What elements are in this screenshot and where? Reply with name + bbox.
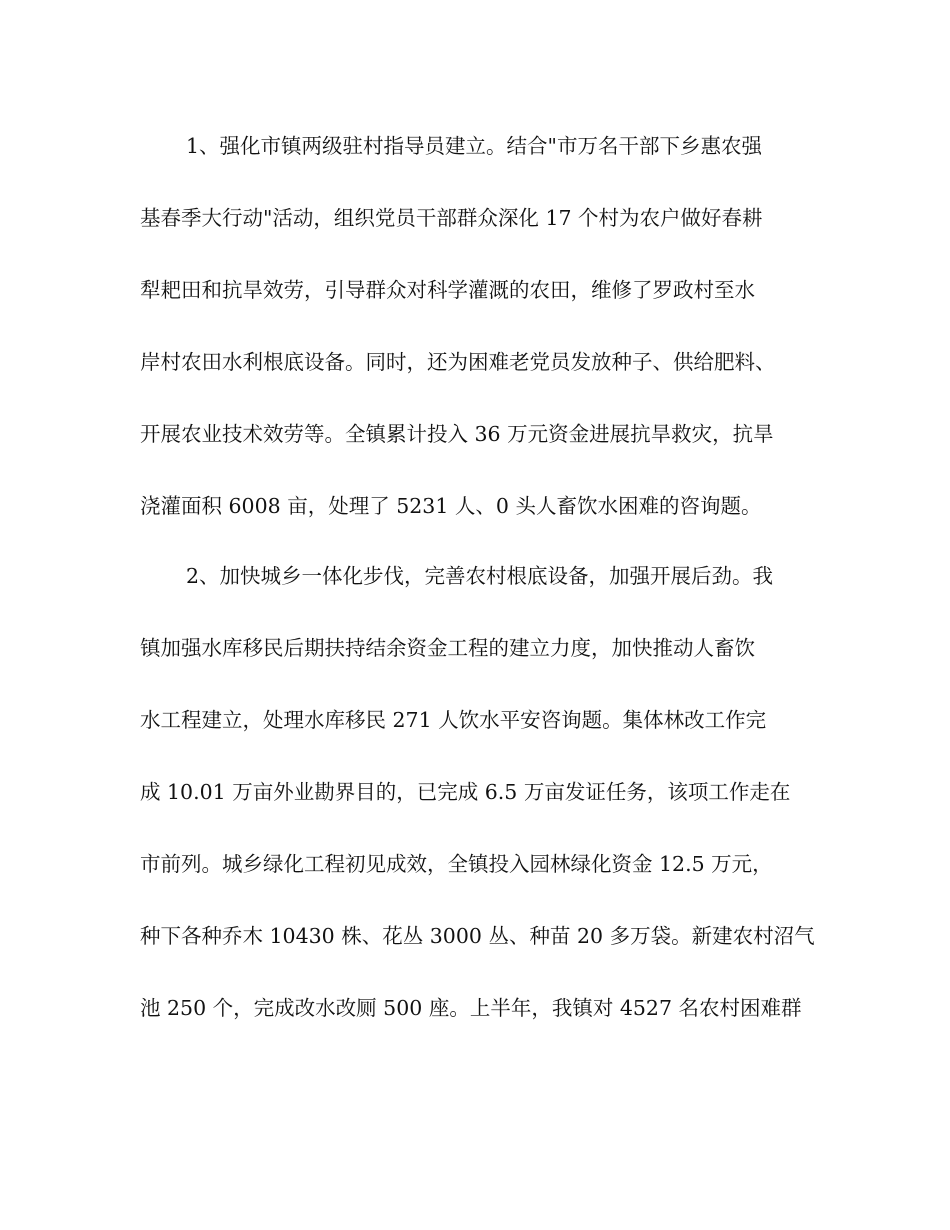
paragraph-2-line-7: 池 250 个，完成改水改厕 500 座。上半年，我镇对 4527 名农村困难群 bbox=[140, 996, 802, 1020]
paragraph-2-line-1: 2、加快城乡一体化步伐，完善农村根底设备，加强开展后劲。我 bbox=[186, 564, 774, 588]
paragraph-1-line-1: 1、强化市镇两级驻村指导员建立。结合"市万名干部下乡惠农强 bbox=[186, 134, 762, 158]
paragraph-2-line-3: 水工程建立，处理水库移民 271 人饮水平安咨询题。集体林改工作完 bbox=[140, 708, 767, 732]
paragraph-1-line-5: 开展农业技术效劳等。全镇累计投入 36 万元资金进展抗旱救灾，抗旱 bbox=[140, 422, 774, 446]
paragraph-2-line-4: 成 10.01 万亩外业勘界目的，已完成 6.5 万亩发证任务，该项工作走在 bbox=[140, 780, 791, 804]
paragraph-1-line-4: 岸村农田水利根底设备。同时，还为困难老党员发放种子、供给肥料、 bbox=[140, 350, 776, 374]
paragraph-1-line-3: 犁耙田和抗旱效劳，引导群众对科学灌溉的农田，维修了罗政村至水 bbox=[140, 278, 755, 302]
paragraph-2-line-2: 镇加强水库移民后期扶持结余资金工程的建立力度，加快推动人畜饮 bbox=[140, 636, 755, 660]
paragraph-1-line-2: 基春季大行动"活动，组织党员干部群众深化 17 个村为农户做好春耕 bbox=[140, 206, 763, 230]
paragraph-2-line-6: 种下各种乔木 10430 株、花丛 3000 丛、种苗 20 多万袋。新建农村沼气 bbox=[140, 924, 815, 948]
paragraph-2-line-5: 市前列。城乡绿化工程初见成效，全镇投入园林绿化资金 12.5 万元， bbox=[140, 852, 773, 876]
paragraph-1-line-6: 浇灌面积 6008 亩，处理了 5231 人、0 头人畜饮水困难的咨询题。 bbox=[140, 494, 762, 518]
